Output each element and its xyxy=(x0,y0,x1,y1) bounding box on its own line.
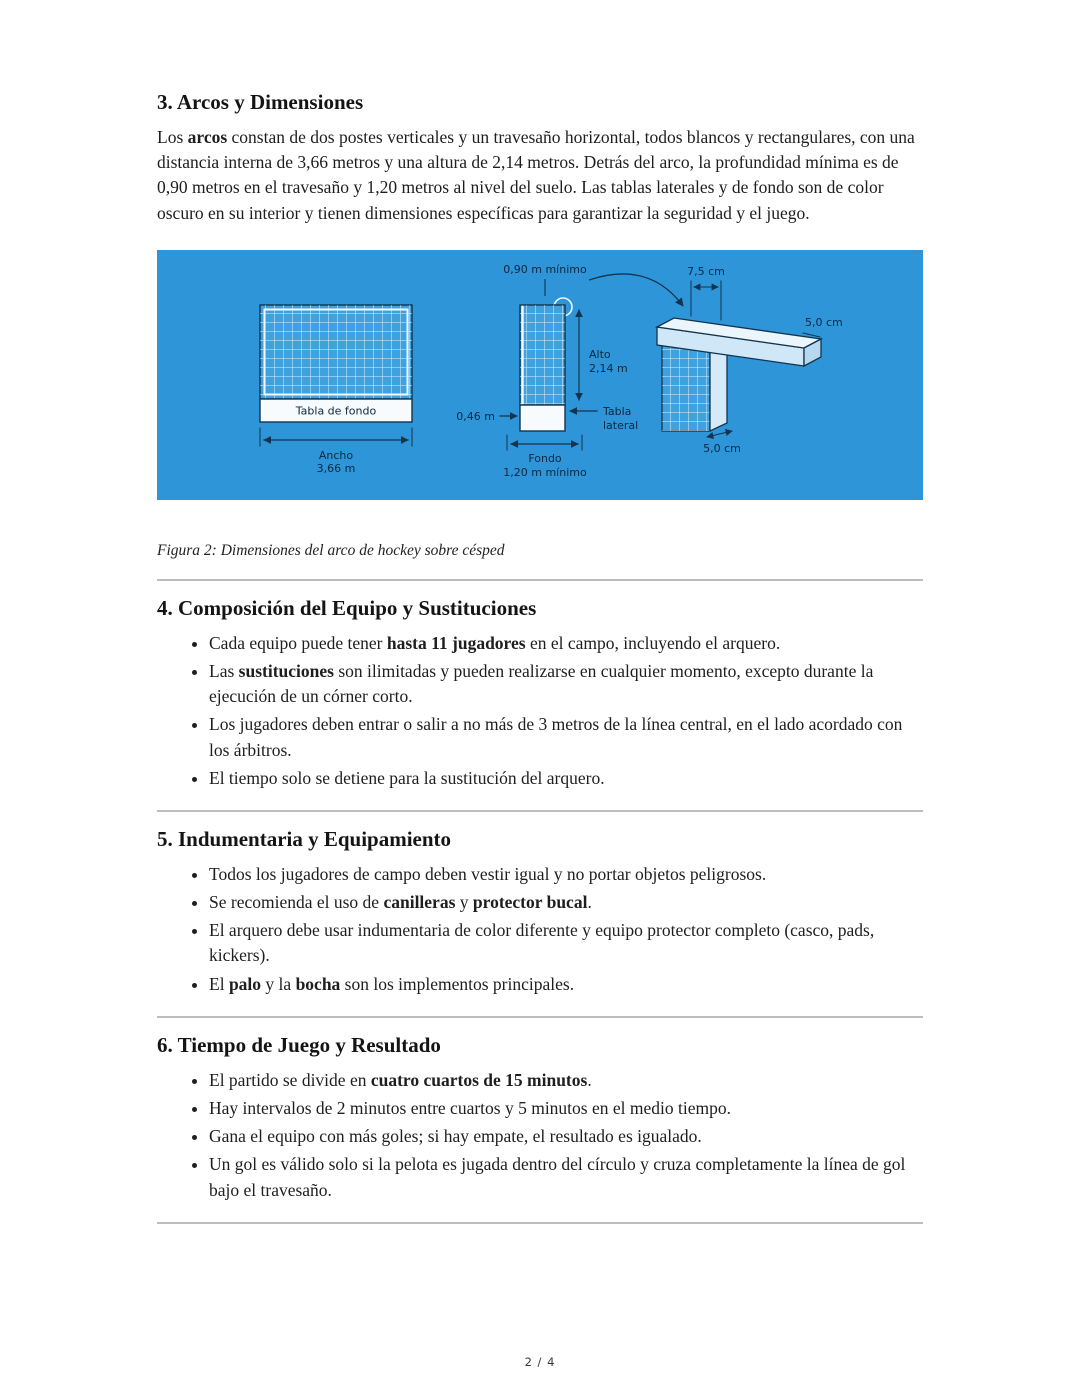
side-net-grid xyxy=(520,305,565,405)
section-composicion-equipo xyxy=(157,596,923,791)
list-item: • El arquero debe usar indumentaria de color diferente y equipo protector completo (casco, pads, kickers). xyxy=(209,918,923,968)
list-item: • Gana el equipo con más goles; si hay empate, el resultado es igualado. xyxy=(209,1124,923,1149)
list-item: • Todos los jugadores de campo deben vestir igual y no portar objetos peligrosos. xyxy=(209,862,923,887)
section-6-heading: 6. Tiempo de Juego y Resultado xyxy=(157,1032,441,1057)
section-3-paragraph: Los arcos constan de dos postes verticales y un travesaño horizontal, todos blancos y rectangulares, con una distancia interna de 3,66 metros y una altura de 2,14 metros. Detrás del arco, la profundidad mínima es de 0,90 metros en el travesaño y 1,20 metros al nivel del suelo. Las tablas laterales y de fondo son de color oscuro en su interior y tienen dimensiones específicas para garantizar la seguridad y el juego. xyxy=(157,127,915,223)
page-number: 2 / 4 xyxy=(524,1355,556,1369)
section-6-list xyxy=(157,1068,923,1203)
section-indumentaria xyxy=(157,827,923,997)
sideboard-word2-label: lateral xyxy=(603,418,639,432)
list-item: • Hay intervalos de 2 minutos entre cuartos y 5 minutos en el medio tiempo. xyxy=(209,1096,923,1121)
board-height-label: 0,46 m xyxy=(456,409,495,423)
section-divider xyxy=(157,810,923,812)
section-5-list xyxy=(157,862,923,997)
list-item: • El palo y la bocha son los implementos principales. xyxy=(209,972,923,997)
section-divider xyxy=(157,579,923,581)
section-3-heading: 3. Arcos y Dimensiones xyxy=(157,90,364,114)
height-word-label: Alto xyxy=(589,347,611,361)
depth-value-label: 1,20 m mínimo xyxy=(503,465,587,479)
front-net-grid xyxy=(260,305,412,399)
list-item: • Los jugadores deben entrar o salir a no más de 3 metros de la línea central, en el lado acordado con los árbitros. xyxy=(209,712,923,762)
section-divider xyxy=(157,1222,923,1224)
width-value-label: 3,66 m xyxy=(316,461,356,475)
section-4-list xyxy=(157,631,923,791)
section-arcos-dimensiones xyxy=(157,90,923,560)
section-4-heading: 4. Composición del Equipo y Sustituciones xyxy=(157,595,537,620)
list-item: • Las sustituciones son ilimitadas y pueden realizarse en cualquier momento, excepto durante la ejecución de un córner corto. xyxy=(209,659,923,709)
section-tiempo-juego xyxy=(157,1033,923,1203)
width-word-label: Ancho xyxy=(318,448,354,462)
height-value-label: 2,14 m xyxy=(589,361,628,375)
crossbar-width-label: 7,5 cm xyxy=(687,264,725,278)
backboard-label: Tabla de fondo xyxy=(295,404,377,418)
list-item: • El partido se divide en cuatro cuartos de 15 minutos. xyxy=(209,1068,923,1093)
section-divider xyxy=(157,1016,923,1018)
figure-goal-dimensions xyxy=(157,250,923,500)
goal-diagram xyxy=(157,250,923,500)
figure-caption: Figura 2: Dimensiones del arco de hockey sobre césped xyxy=(157,541,505,559)
list-item: • Cada equipo puede tener hasta 11 jugadores en el campo, incluyendo el arquero. xyxy=(209,631,923,656)
list-item: • Se recomienda el uso de canilleras y protector bucal. xyxy=(209,890,923,915)
detail-net-grid xyxy=(662,345,710,431)
crossbar-side-label: 5,0 cm xyxy=(805,315,843,329)
list-item: • El tiempo solo se detiene para la sustitución del arquero. xyxy=(209,766,923,791)
section-5-heading: 5. Indumentaria y Equipamiento xyxy=(157,826,452,851)
sideboard-word1-label: Tabla xyxy=(603,404,632,418)
depth-word-label: Fondo xyxy=(528,451,562,465)
sideboard-strip xyxy=(520,405,565,431)
back-depth-label: 0,90 m mínimo xyxy=(503,262,587,276)
post-side-label: 5,0 cm xyxy=(703,441,741,455)
list-item: • Un gol es válido solo si la pelota es jugada dentro del círculo y cruza completamente la línea de gol bajo el travesaño. xyxy=(209,1152,923,1202)
